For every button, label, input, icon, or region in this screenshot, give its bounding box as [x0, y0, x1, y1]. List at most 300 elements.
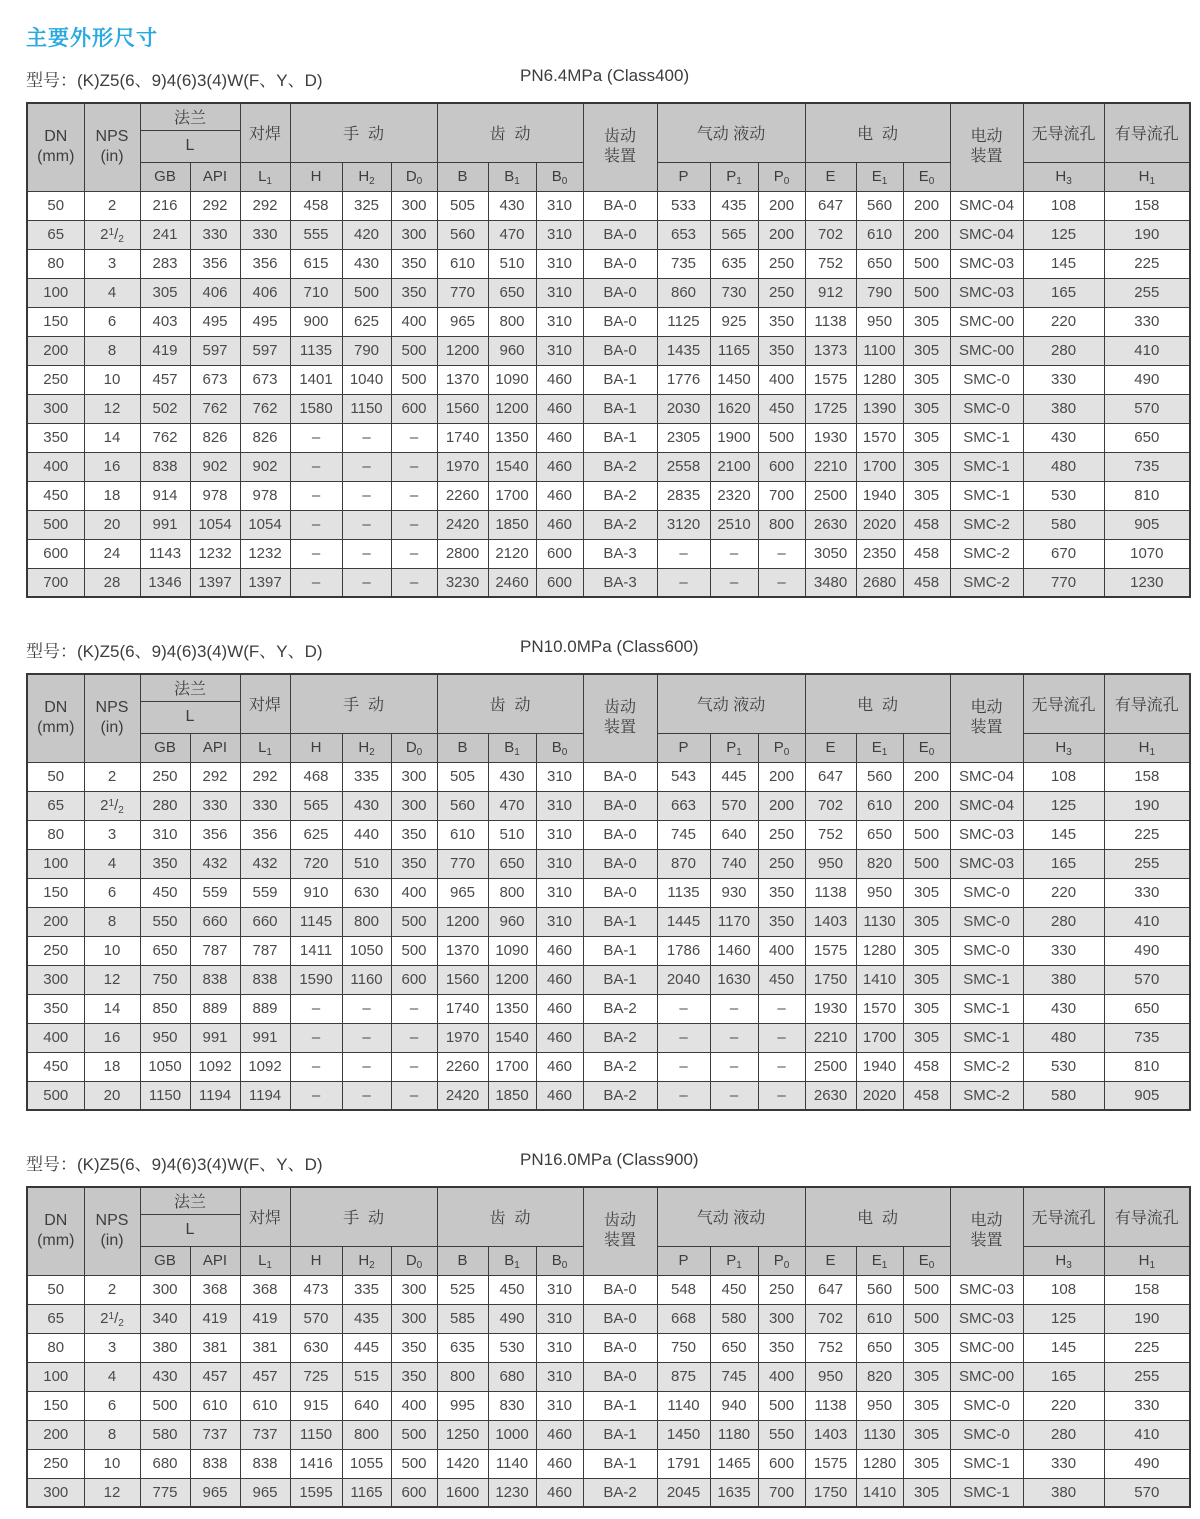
- data-cell: BA-0: [583, 1333, 657, 1362]
- data-cell: 510: [342, 849, 391, 878]
- data-cell: –: [290, 1052, 342, 1081]
- data-cell: 515: [342, 1362, 391, 1391]
- col-h: H: [290, 162, 342, 191]
- data-cell: –: [710, 994, 758, 1023]
- data-cell: 1194: [190, 1081, 240, 1110]
- data-cell: 300: [391, 191, 437, 220]
- data-cell: 3230: [437, 568, 488, 597]
- data-cell: –: [342, 481, 391, 510]
- data-cell: 991: [190, 1023, 240, 1052]
- data-cell: –: [710, 539, 758, 568]
- col-butt-weld: 对焊: [240, 674, 290, 733]
- data-cell: –: [657, 539, 710, 568]
- data-cell: $2^1/_2$: [84, 791, 140, 820]
- data-cell: 650: [140, 936, 190, 965]
- data-cell: 250: [758, 278, 805, 307]
- data-cell: 1000: [488, 1420, 536, 1449]
- data-cell: 300: [140, 1275, 190, 1304]
- table-row: [27, 849, 1190, 878]
- data-cell: 800: [758, 510, 805, 539]
- data-cell: 310: [536, 307, 583, 336]
- data-cell: 1200: [488, 394, 536, 423]
- data-cell: SMC-00: [950, 336, 1023, 365]
- data-cell: 400: [391, 878, 437, 907]
- table-row: [27, 510, 1190, 539]
- col-b: B: [437, 733, 488, 762]
- data-cell: 250: [140, 762, 190, 791]
- data-cell: BA-2: [583, 481, 657, 510]
- data-cell: BA-0: [583, 791, 657, 820]
- col-d0: $D_0$: [391, 1246, 437, 1275]
- data-cell: 790: [856, 278, 903, 307]
- data-cell: 650: [1104, 994, 1190, 1023]
- data-cell: 600: [536, 539, 583, 568]
- data-cell: 610: [190, 1391, 240, 1420]
- data-cell: 570: [1104, 1478, 1190, 1507]
- data-cell: BA-0: [583, 762, 657, 791]
- data-cell: 1740: [437, 994, 488, 1023]
- data-cell: 108: [1023, 762, 1104, 791]
- table-row: [27, 249, 1190, 278]
- data-cell: 559: [240, 878, 290, 907]
- data-cell: 500: [391, 1449, 437, 1478]
- col-butt-weld: 对焊: [240, 1187, 290, 1246]
- data-cell: 650: [856, 249, 903, 278]
- data-cell: –: [290, 994, 342, 1023]
- data-cell: SMC-03: [950, 849, 1023, 878]
- data-cell: 2510: [710, 510, 758, 539]
- data-cell: SMC-0: [950, 394, 1023, 423]
- data-cell: 810: [1104, 481, 1190, 510]
- data-cell: 150: [27, 878, 84, 907]
- col-b0: $B_0$: [536, 1246, 583, 1275]
- data-cell: 430: [488, 762, 536, 791]
- pressure-class: PN16.0MPa (Class900): [520, 1150, 699, 1169]
- data-cell: 1200: [488, 965, 536, 994]
- data-cell: 1460: [710, 936, 758, 965]
- data-cell: 3050: [805, 539, 856, 568]
- data-cell: 8: [84, 1420, 140, 1449]
- data-cell: 255: [1104, 1362, 1190, 1391]
- data-cell: 1786: [657, 936, 710, 965]
- data-cell: 500: [27, 1081, 84, 1110]
- table-row: [27, 1275, 1190, 1304]
- data-cell: –: [657, 994, 710, 1023]
- data-cell: BA-1: [583, 423, 657, 452]
- data-cell: 647: [805, 1275, 856, 1304]
- header-row: [27, 1187, 1190, 1214]
- data-cell: 650: [710, 1333, 758, 1362]
- data-cell: 305: [903, 452, 950, 481]
- data-cell: 158: [1104, 1275, 1190, 1304]
- data-cell: 2305: [657, 423, 710, 452]
- data-cell: 145: [1023, 249, 1104, 278]
- data-cell: 826: [240, 423, 290, 452]
- col-e0: $E_0$: [903, 162, 950, 191]
- col-guide-hole: 有导流孔: [1104, 1187, 1190, 1246]
- data-cell: 1410: [856, 965, 903, 994]
- data-cell: 735: [1104, 452, 1190, 481]
- model-label: 型号：: [26, 71, 77, 90]
- data-cell: 1970: [437, 1023, 488, 1052]
- data-cell: 350: [391, 820, 437, 849]
- table-row: [27, 1391, 1190, 1420]
- data-cell: –: [710, 1052, 758, 1081]
- data-cell: BA-1: [583, 936, 657, 965]
- model-line: [26, 66, 1185, 91]
- col-b0: $B_0$: [536, 162, 583, 191]
- data-cell: 737: [190, 1420, 240, 1449]
- data-cell: BA-0: [583, 820, 657, 849]
- data-cell: 280: [1023, 336, 1104, 365]
- data-cell: 330: [1104, 307, 1190, 336]
- data-cell: BA-0: [583, 336, 657, 365]
- data-cell: 190: [1104, 1304, 1190, 1333]
- table-row: [27, 994, 1190, 1023]
- col-dn: DN (mm): [27, 103, 84, 191]
- data-cell: 870: [657, 849, 710, 878]
- data-cell: 330: [1104, 1391, 1190, 1420]
- data-cell: 533: [657, 191, 710, 220]
- col-nps: NPS (in): [84, 103, 140, 191]
- col-nps: NPS (in): [84, 674, 140, 762]
- table-row: [27, 307, 1190, 336]
- data-cell: 900: [290, 307, 342, 336]
- data-cell: 310: [536, 249, 583, 278]
- data-cell: 1560: [437, 965, 488, 994]
- table-row: [27, 220, 1190, 249]
- data-cell: 480: [1023, 452, 1104, 481]
- data-cell: 650: [856, 820, 903, 849]
- data-cell: 310: [536, 907, 583, 936]
- data-cell: –: [290, 423, 342, 452]
- data-cell: 4: [84, 849, 140, 878]
- table-row: [27, 1052, 1190, 1081]
- data-cell: 10: [84, 936, 140, 965]
- data-cell: 460: [536, 1023, 583, 1052]
- col-h2: $H_2$: [342, 1246, 391, 1275]
- data-cell: 905: [1104, 1081, 1190, 1110]
- data-cell: 145: [1023, 1333, 1104, 1362]
- data-cell: 458: [903, 1052, 950, 1081]
- data-cell: 991: [240, 1023, 290, 1052]
- data-cell: SMC-03: [950, 1304, 1023, 1333]
- col-electric: 电 动: [805, 103, 950, 162]
- col-api: API: [190, 733, 240, 762]
- data-cell: 368: [240, 1275, 290, 1304]
- col-h2: $H_2$: [342, 162, 391, 191]
- col-b0: $B_0$: [536, 733, 583, 762]
- data-cell: 505: [437, 191, 488, 220]
- data-cell: 1230: [1104, 568, 1190, 597]
- data-cell: 325: [342, 191, 391, 220]
- data-cell: –: [290, 452, 342, 481]
- data-cell: 410: [1104, 336, 1190, 365]
- data-cell: 292: [190, 762, 240, 791]
- data-cell: 450: [27, 1052, 84, 1081]
- data-cell: 250: [758, 820, 805, 849]
- header-row: [27, 674, 1190, 701]
- data-cell: BA-0: [583, 878, 657, 907]
- data-cell: 889: [240, 994, 290, 1023]
- data-cell: 1403: [805, 1420, 856, 1449]
- data-cell: 305: [903, 423, 950, 452]
- data-cell: 400: [27, 1023, 84, 1052]
- data-cell: 410: [1104, 1420, 1190, 1449]
- data-cell: 1620: [710, 394, 758, 423]
- table-body: [27, 1275, 1190, 1507]
- col-no-guide-hole: 无导流孔: [1023, 103, 1104, 162]
- data-cell: 1445: [657, 907, 710, 936]
- data-cell: BA-0: [583, 849, 657, 878]
- data-cell: 420: [342, 220, 391, 249]
- dimensions-table: [26, 1186, 1191, 1508]
- data-cell: 10: [84, 1449, 140, 1478]
- data-cell: 255: [1104, 278, 1190, 307]
- data-cell: 2: [84, 1275, 140, 1304]
- data-cell: 915: [290, 1391, 342, 1420]
- data-cell: 460: [536, 1081, 583, 1110]
- data-cell: 1130: [856, 1420, 903, 1449]
- table-header: [27, 103, 1190, 191]
- table-row: [27, 1081, 1190, 1110]
- table-row: [27, 336, 1190, 365]
- data-cell: 950: [805, 1362, 856, 1391]
- data-cell: 1050: [140, 1052, 190, 1081]
- data-cell: 1138: [805, 878, 856, 907]
- data-cell: 283: [140, 249, 190, 278]
- data-cell: 400: [758, 936, 805, 965]
- data-cell: 430: [342, 249, 391, 278]
- data-cell: 350: [758, 878, 805, 907]
- col-e: E: [805, 1246, 856, 1275]
- data-cell: 16: [84, 1023, 140, 1052]
- data-cell: 2500: [805, 1052, 856, 1081]
- data-cell: 100: [27, 1362, 84, 1391]
- data-cell: 1138: [805, 1391, 856, 1420]
- col-b1: $B_1$: [488, 162, 536, 191]
- table-row: [27, 568, 1190, 597]
- data-cell: 750: [657, 1333, 710, 1362]
- data-cell: BA-0: [583, 220, 657, 249]
- data-cell: 2120: [488, 539, 536, 568]
- col-pneumatic-hydraulic: 气动 液动: [657, 1187, 805, 1246]
- data-cell: 1401: [290, 365, 342, 394]
- data-cell: 775: [140, 1478, 190, 1507]
- col-flange: 法兰: [140, 103, 240, 130]
- data-cell: SMC-1: [950, 452, 1023, 481]
- data-cell: 1403: [805, 907, 856, 936]
- data-cell: 350: [391, 278, 437, 307]
- data-cell: –: [657, 1023, 710, 1052]
- data-cell: 435: [342, 1304, 391, 1333]
- col-e0: $E_0$: [903, 1246, 950, 1275]
- data-cell: 450: [140, 878, 190, 907]
- data-cell: 930: [710, 878, 758, 907]
- data-cell: 310: [536, 1362, 583, 1391]
- data-cell: 460: [536, 452, 583, 481]
- data-cell: 673: [240, 365, 290, 394]
- data-cell: 2020: [856, 510, 903, 539]
- data-cell: 570: [290, 1304, 342, 1333]
- data-cell: 50: [27, 1275, 84, 1304]
- data-cell: 1397: [190, 568, 240, 597]
- model-line: [26, 637, 1185, 662]
- data-cell: 20: [84, 510, 140, 539]
- data-cell: 2630: [805, 510, 856, 539]
- data-cell: SMC-03: [950, 249, 1023, 278]
- data-cell: 250: [27, 1449, 84, 1478]
- data-cell: 490: [1104, 1449, 1190, 1478]
- data-cell: 380: [1023, 394, 1104, 423]
- col-flange-l: L: [140, 701, 240, 733]
- col-l1: $L_1$: [240, 162, 290, 191]
- data-cell: 6: [84, 1391, 140, 1420]
- data-cell: 419: [190, 1304, 240, 1333]
- data-cell: 610: [856, 220, 903, 249]
- data-cell: 410: [1104, 907, 1190, 936]
- data-cell: BA-1: [583, 1449, 657, 1478]
- data-cell: 1092: [240, 1052, 290, 1081]
- data-cell: 108: [1023, 1275, 1104, 1304]
- data-cell: 241: [140, 220, 190, 249]
- data-cell: 430: [1023, 994, 1104, 1023]
- data-cell: 16: [84, 452, 140, 481]
- col-gear-device: 齿动 装置: [583, 1187, 657, 1275]
- data-cell: 400: [758, 365, 805, 394]
- data-cell: 560: [437, 791, 488, 820]
- col-b: B: [437, 162, 488, 191]
- data-cell: 419: [240, 1304, 290, 1333]
- data-cell: 310: [536, 878, 583, 907]
- col-h3: $H_3$: [1023, 162, 1104, 191]
- data-cell: 1280: [856, 936, 903, 965]
- data-cell: 838: [190, 965, 240, 994]
- data-cell: 735: [1104, 1023, 1190, 1052]
- data-cell: 730: [710, 278, 758, 307]
- data-cell: 310: [536, 1304, 583, 1333]
- data-cell: 1194: [240, 1081, 290, 1110]
- data-cell: 8: [84, 336, 140, 365]
- data-cell: 460: [536, 423, 583, 452]
- data-cell: BA-1: [583, 1420, 657, 1449]
- data-cell: 1435: [657, 336, 710, 365]
- data-cell: 305: [903, 907, 950, 936]
- data-cell: 610: [856, 1304, 903, 1333]
- table-row: [27, 481, 1190, 510]
- data-cell: 555: [290, 220, 342, 249]
- data-cell: –: [758, 1023, 805, 1052]
- col-h: H: [290, 1246, 342, 1275]
- data-cell: 403: [140, 307, 190, 336]
- data-cell: 570: [1104, 965, 1190, 994]
- data-cell: 305: [903, 1362, 950, 1391]
- data-cell: 960: [488, 907, 536, 936]
- data-cell: 495: [240, 307, 290, 336]
- data-cell: 310: [536, 220, 583, 249]
- data-cell: 543: [657, 762, 710, 791]
- data-cell: 600: [536, 568, 583, 597]
- data-cell: 458: [903, 510, 950, 539]
- col-e0: $E_0$: [903, 733, 950, 762]
- data-cell: 597: [190, 336, 240, 365]
- data-cell: 1350: [488, 994, 536, 1023]
- data-cell: 340: [140, 1304, 190, 1333]
- data-cell: 610: [437, 249, 488, 278]
- data-cell: SMC-00: [950, 1333, 1023, 1362]
- data-cell: 1850: [488, 1081, 536, 1110]
- data-cell: 965: [190, 1478, 240, 1507]
- data-cell: SMC-0: [950, 365, 1023, 394]
- data-cell: 720: [290, 849, 342, 878]
- data-cell: –: [342, 1052, 391, 1081]
- data-cell: –: [391, 510, 437, 539]
- data-cell: –: [391, 1052, 437, 1081]
- data-cell: BA-0: [583, 191, 657, 220]
- data-cell: 673: [190, 365, 240, 394]
- data-cell: SMC-00: [950, 1362, 1023, 1391]
- data-cell: 1135: [657, 878, 710, 907]
- data-cell: 300: [391, 1304, 437, 1333]
- data-cell: SMC-2: [950, 568, 1023, 597]
- data-cell: 1630: [710, 965, 758, 994]
- table-body: [27, 191, 1190, 597]
- data-cell: 330: [240, 791, 290, 820]
- data-cell: 2630: [805, 1081, 856, 1110]
- data-cell: 305: [903, 1023, 950, 1052]
- col-gb: GB: [140, 1246, 190, 1275]
- model-label: 型号：: [26, 642, 77, 661]
- data-cell: 950: [856, 307, 903, 336]
- data-cell: 1940: [856, 481, 903, 510]
- col-flange-l: L: [140, 1214, 240, 1246]
- data-cell: 473: [290, 1275, 342, 1304]
- data-cell: 350: [391, 249, 437, 278]
- data-cell: 2: [84, 191, 140, 220]
- data-cell: 125: [1023, 1304, 1104, 1333]
- data-cell: 450: [758, 394, 805, 423]
- data-cell: 680: [140, 1449, 190, 1478]
- data-cell: –: [391, 452, 437, 481]
- pressure-class: PN10.0MPa (Class600): [520, 637, 699, 656]
- data-cell: 356: [240, 820, 290, 849]
- data-cell: 2835: [657, 481, 710, 510]
- data-cell: 380: [1023, 1478, 1104, 1507]
- data-cell: SMC-04: [950, 762, 1023, 791]
- data-cell: 305: [903, 365, 950, 394]
- data-cell: 457: [140, 365, 190, 394]
- data-cell: 940: [710, 1391, 758, 1420]
- data-cell: 502: [140, 394, 190, 423]
- dimensions-table: [26, 102, 1191, 598]
- data-cell: 1150: [290, 1420, 342, 1449]
- data-cell: 350: [758, 907, 805, 936]
- data-cell: 432: [240, 849, 290, 878]
- data-cell: 1750: [805, 1478, 856, 1507]
- col-api: API: [190, 1246, 240, 1275]
- data-cell: 4: [84, 1362, 140, 1391]
- data-cell: 2420: [437, 510, 488, 539]
- data-cell: 710: [290, 278, 342, 307]
- col-gb: GB: [140, 162, 190, 191]
- data-cell: –: [342, 1081, 391, 1110]
- data-cell: 902: [190, 452, 240, 481]
- data-cell: 889: [190, 994, 240, 1023]
- data-cell: 647: [805, 762, 856, 791]
- data-cell: 745: [657, 820, 710, 849]
- data-cell: 460: [536, 1478, 583, 1507]
- data-cell: 200: [903, 191, 950, 220]
